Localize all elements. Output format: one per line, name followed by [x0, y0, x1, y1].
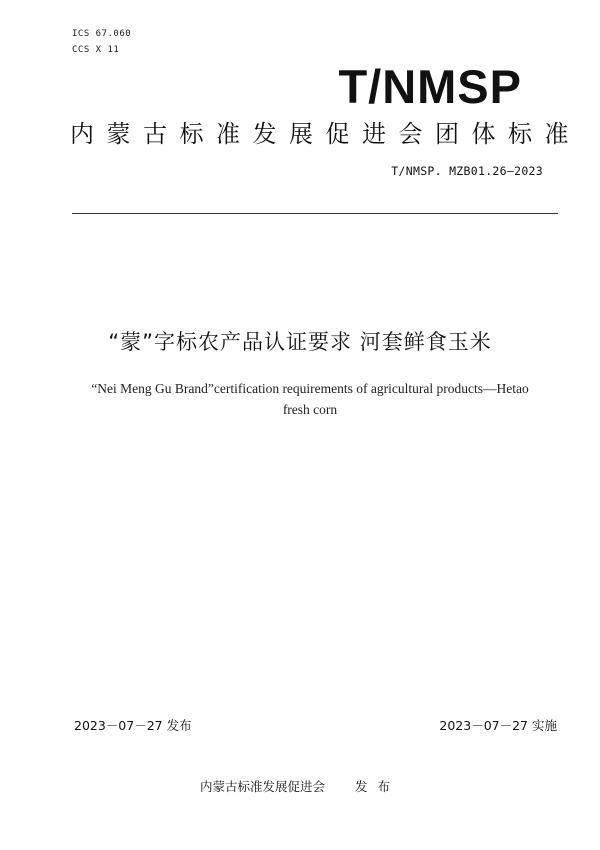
publisher-name: 内蒙古标准发展促进会: [199, 779, 325, 794]
header-divider: [72, 213, 558, 214]
standard-logo: T/NMSP: [338, 60, 522, 113]
standard-number: T/NMSP. MZB01.26—2023: [391, 164, 543, 178]
publish-verb: 发布: [355, 779, 401, 794]
organization-standard-heading: 内蒙古标准发展促进会团体标准: [70, 120, 581, 148]
ics-code: ICS 67.060: [72, 29, 132, 39]
document-title-chinese: “蒙”字标农产品认证要求 河套鲜食玉米: [108, 330, 492, 354]
implementation-date: 2023－07－27 实施: [439, 718, 557, 733]
issue-date: 2023－07－27 发布: [74, 718, 192, 733]
document-title-english: “Nei Meng Gu Brand”certification requirements of agricultural products—Hetao fresh corn: [91, 381, 529, 417]
publisher-line: [0, 777, 600, 795]
ccs-code: CCS X 11: [72, 45, 120, 55]
